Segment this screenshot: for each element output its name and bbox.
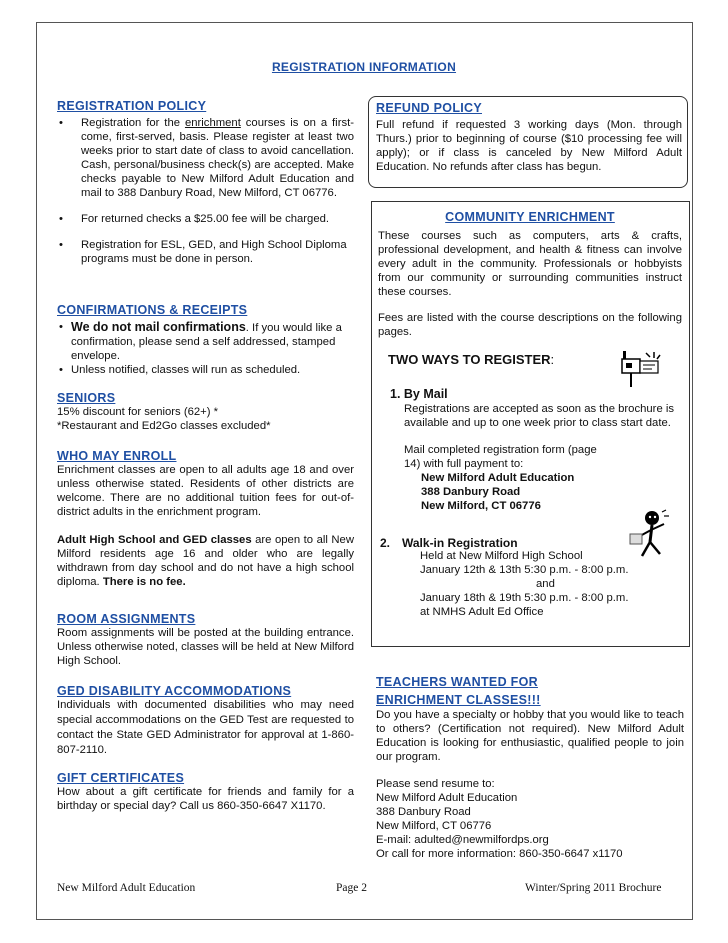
registration-policy-section <box>57 99 354 266</box>
community-paragraph-1: These courses such as computers, arts & crafts, professional development, and health & fitness can involve every adult in the community. Professionals or hobbyists from our community or surrounding communities instruct these courses. <box>378 230 682 298</box>
by-mail-text: Registrations are accepted as soon as the brochure is available and up to one week prior to class start date. <box>404 403 675 429</box>
enroll-paragraph-1: Enrichment classes are open to all adults age 18 and over unless otherwise stated. Residents of other districts are welcome. There are no additional tuition fees for out-of-district adults in the enrichment program. <box>57 464 354 518</box>
confirmations-heading: CONFIRMATIONS & RECEIPTS <box>57 303 248 317</box>
community-enrichment-section <box>378 210 682 339</box>
teachers-paragraph: Do you have a specialty or hobby that you would like to teach to others? (Certification not required). New Milford Adult Education is looking for enthusiastic, qualified people to join our program. <box>376 709 684 763</box>
teachers-wanted-section <box>376 674 684 861</box>
seniors-heading: SENIORS <box>57 391 116 405</box>
two-ways-heading: TWO WAYS TO REGISTER: <box>388 352 555 367</box>
enroll-paragraph-2: Adult High School and GED classes are open to all New Milford residents age 16 and older who are legally withdrawn from day school and do not have a high school diploma. There is no fee. <box>57 534 354 588</box>
contact-phone: Or call for more information: 860-350-6647 x1170 <box>376 848 623 860</box>
room-assignments-section <box>57 612 354 668</box>
who-may-enroll-section <box>57 449 354 589</box>
walk-in-dates-1: January 12th & 13th 5:30 p.m. - 8:00 p.m. <box>420 564 629 576</box>
walk-in-heading: Walk-in Registration <box>402 536 518 550</box>
bullet: • <box>59 364 63 376</box>
no-mail-confirmations: We do not mail confirmations <box>71 320 246 334</box>
seniors-section <box>57 391 354 433</box>
teachers-contact <box>376 777 684 861</box>
address-line-1: New Milford Adult Education <box>421 472 575 484</box>
ged-accommodations-heading: GED DISABILITY ACCOMMODATIONS <box>57 684 292 698</box>
footer-left: New Milford Adult Education <box>57 882 196 894</box>
refund-policy-section <box>376 101 682 174</box>
policy-bullet-1 <box>57 116 354 200</box>
walk-in-number: 2. <box>380 536 391 550</box>
confirm-bullet-1-text: . If you would like a confirmation, please send a self addressed, stamped envelope. <box>71 322 342 362</box>
confirmations-section <box>57 303 354 377</box>
gift-certificates-section <box>57 771 354 813</box>
address-line-2: 388 Danbury Road <box>421 486 521 498</box>
walk-in-office: at NMHS Adult Ed Office <box>420 606 544 618</box>
contact-email: E-mail: adulted@newmilfordps.org <box>376 834 549 846</box>
policy-bullet-3-text: Registration for ESL, GED, and High School Diploma programs must be done in person. <box>81 239 347 265</box>
walk-in-dates-2: January 18th & 19th 5:30 p.m. - 8:00 p.m. <box>420 592 629 604</box>
registration-policy-heading: REGISTRATION POLICY <box>57 99 207 113</box>
policy-bullet-1-text: Registration for the enrichment courses is on a first-come, first-served, basis. Please register at least two weeks prior to start date of class to avoid cancellation. Cash, personal/business check(s) are accepted. Make checks payable to New Milford Adult Education and mail to 388 Danbury Road, New Milford, CT 06776. <box>81 117 355 199</box>
room-assignments-heading: ROOM ASSIGNMENTS <box>57 612 196 626</box>
seniors-exclusion: *Restaurant and Ed2Go classes excluded* <box>57 420 271 432</box>
teachers-heading-line-2: ENRICHMENT CLASSES!!! <box>376 693 541 707</box>
bullet: • <box>59 239 63 251</box>
policy-bullet-2-text: For returned checks a $25.00 fee will be charged. <box>81 213 330 225</box>
refund-policy-heading: REFUND POLICY <box>376 101 482 115</box>
ged-accommodations-text: Individuals with documented disabilities who may need special accommodations on the GED Test are requested to contact the State GED Administrator for approval at 1-860-807-2110. <box>57 699 354 756</box>
walk-in-location: Held at New Milford High School <box>420 550 583 562</box>
gift-certificates-text: How about a gift certificate for friends and family for a birthday or special day? Call us 860-350-6647 X1170. <box>57 786 354 812</box>
gift-certificates-heading: GIFT CERTIFICATES <box>57 771 185 785</box>
mail-address <box>404 471 680 513</box>
mail-instructions: Mail completed registration form (page 14) with full payment to: <box>404 444 597 470</box>
who-may-enroll-heading: WHO MAY ENROLL <box>57 449 177 463</box>
contact-line-3: 388 Danbury Road <box>376 806 471 818</box>
mailbox-icon <box>614 349 664 389</box>
bullet: • <box>59 213 63 225</box>
refund-policy-text: Full refund if requested 3 working days (Mon. through Thurs.) prior to beginning of course ($10 processing fee will apply); or if class is canceled by New Milford Adult Education. No refunds after class has begun. <box>376 119 682 173</box>
by-mail-heading: 1. By Mail <box>390 387 448 401</box>
contact-line-4: New Milford, CT 06776 <box>376 820 492 832</box>
seniors-discount: 15% discount for seniors (62+) * <box>57 406 219 418</box>
policy-bullet-2 <box>57 212 354 226</box>
footer-right: Winter/Spring 2011 Brochure <box>525 882 662 894</box>
policy-bullet-3 <box>57 238 354 266</box>
by-mail-details <box>404 402 680 513</box>
community-paragraph-2: Fees are listed with the course descriptions on the following pages. <box>378 312 682 338</box>
address-line-3: New Milford, CT 06776 <box>421 500 541 512</box>
community-enrichment-heading: COMMUNITY ENRICHMENT <box>445 210 615 224</box>
confirm-bullet-1 <box>57 320 354 363</box>
teachers-heading-line-1: TEACHERS WANTED FOR <box>376 675 538 689</box>
walk-in-details <box>420 549 680 619</box>
bullet: • <box>59 321 63 333</box>
confirm-bullet-2-text: Unless notified, classes will run as scheduled. <box>71 364 301 376</box>
bullet: • <box>59 117 63 129</box>
walk-in-and: and <box>536 578 555 590</box>
contact-line-2: New Milford Adult Education <box>376 792 518 804</box>
room-assignments-text: Room assignments will be posted at the building entrance. Unless otherwise noted, classes will be held at New Milford High School. <box>57 627 354 667</box>
confirm-bullet-2 <box>57 363 354 377</box>
contact-line-1: Please send resume to: <box>376 778 495 790</box>
footer-page-number: Page 2 <box>336 882 367 894</box>
ged-accommodations-section <box>57 684 354 758</box>
page-title: REGISTRATION INFORMATION <box>271 60 457 74</box>
